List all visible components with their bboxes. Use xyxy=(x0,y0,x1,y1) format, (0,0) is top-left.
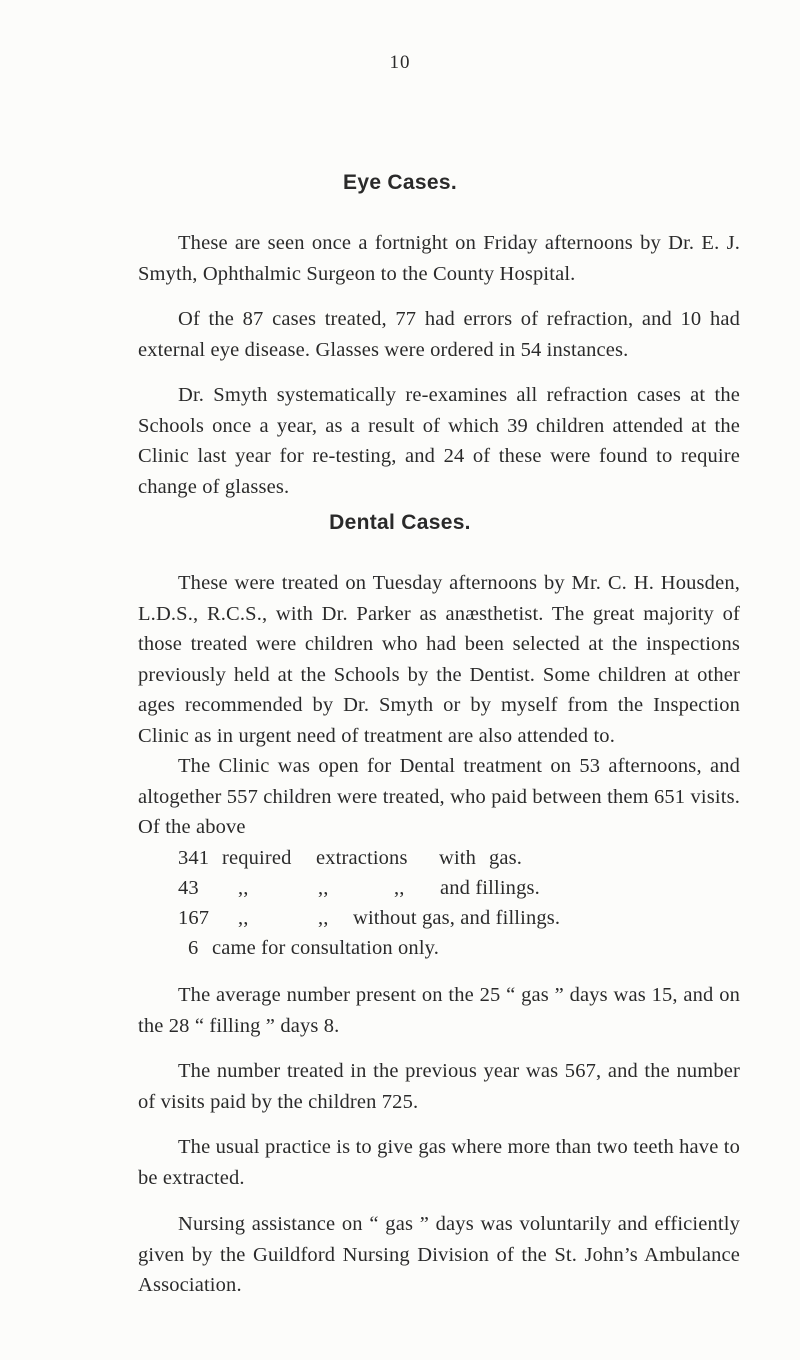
eye-paragraph-2: Of the 87 cases treated, 77 had errors of refraction, and 10 had external eye disease. Glasses were ordered in 54 instances. xyxy=(138,308,740,361)
eye-cases-heading: Eye Cases. xyxy=(343,171,457,194)
list-text: with xyxy=(439,847,477,869)
list-count: 6 xyxy=(188,937,199,959)
list-count: 341 xyxy=(178,847,210,869)
list-text: extractions xyxy=(316,847,408,869)
eye-paragraph-3: Dr. Smyth systematically re-examines all refraction cases at the Schools once a year, as a result of which 39 children attended at the Clinic last year for re-testing, and 24 of these were found to require change of glasses. xyxy=(138,384,740,498)
ditto-mark: ,, xyxy=(238,877,249,899)
dental-paragraph-5: The usual practice is to give gas where more than two teeth have to be extracted. xyxy=(138,1136,740,1189)
list-text: without gas, and fillings. xyxy=(353,907,561,929)
dental-cases-heading: Dental Cases. xyxy=(329,511,471,534)
dental-paragraph-2: The Clinic was open for Dental treatment on 53 afternoons, and altogether 557 children were treated, who paid between them 651 visits. Of the above xyxy=(138,755,740,839)
ditto-mark: ,, xyxy=(318,877,329,899)
list-text: and fillings. xyxy=(440,877,540,899)
ditto-mark: ,, xyxy=(394,877,405,899)
dental-paragraph-6: Nursing assistance on “ gas ” days was voluntarily and efficiently given by the Guildford Nursing Division of the St. John’s Ambulance Association. xyxy=(138,1213,740,1297)
list-count: 167 xyxy=(178,907,210,929)
dental-paragraph-4: The number treated in the previous year was 567, and the number of visits paid by the children 725. xyxy=(138,1060,740,1113)
ditto-mark: ,, xyxy=(318,907,329,929)
list-text: required xyxy=(222,847,292,869)
list-count: 43 xyxy=(178,877,199,899)
list-text: gas. xyxy=(489,847,523,869)
ditto-mark: ,, xyxy=(238,907,249,929)
page-number: 10 xyxy=(389,52,411,73)
list-text: came for consultation only. xyxy=(212,937,440,959)
eye-paragraph-1: These are seen once a fortnight on Friday afternoons by Dr. E. J. Smyth, Ophthalmic Surgeon to the County Hospital. xyxy=(138,232,740,285)
dental-paragraph-1: These were treated on Tuesday afternoons by Mr. C. H. Housden, L.D.S., R.C.S., with Dr. Parker as anæsthetist. The great majority of those treated were children who had been selected at the inspections previously held at the Schools by the Dentist. Some children at other ages recommended by Dr. Smyth or by myself from the Inspection Clinic as in urgent need of treatment are also attended to. xyxy=(138,572,740,747)
dental-paragraph-3: The average number present on the 25 “ gas ” days was 15, and on the 28 “ filling ” days 8. xyxy=(138,984,740,1037)
